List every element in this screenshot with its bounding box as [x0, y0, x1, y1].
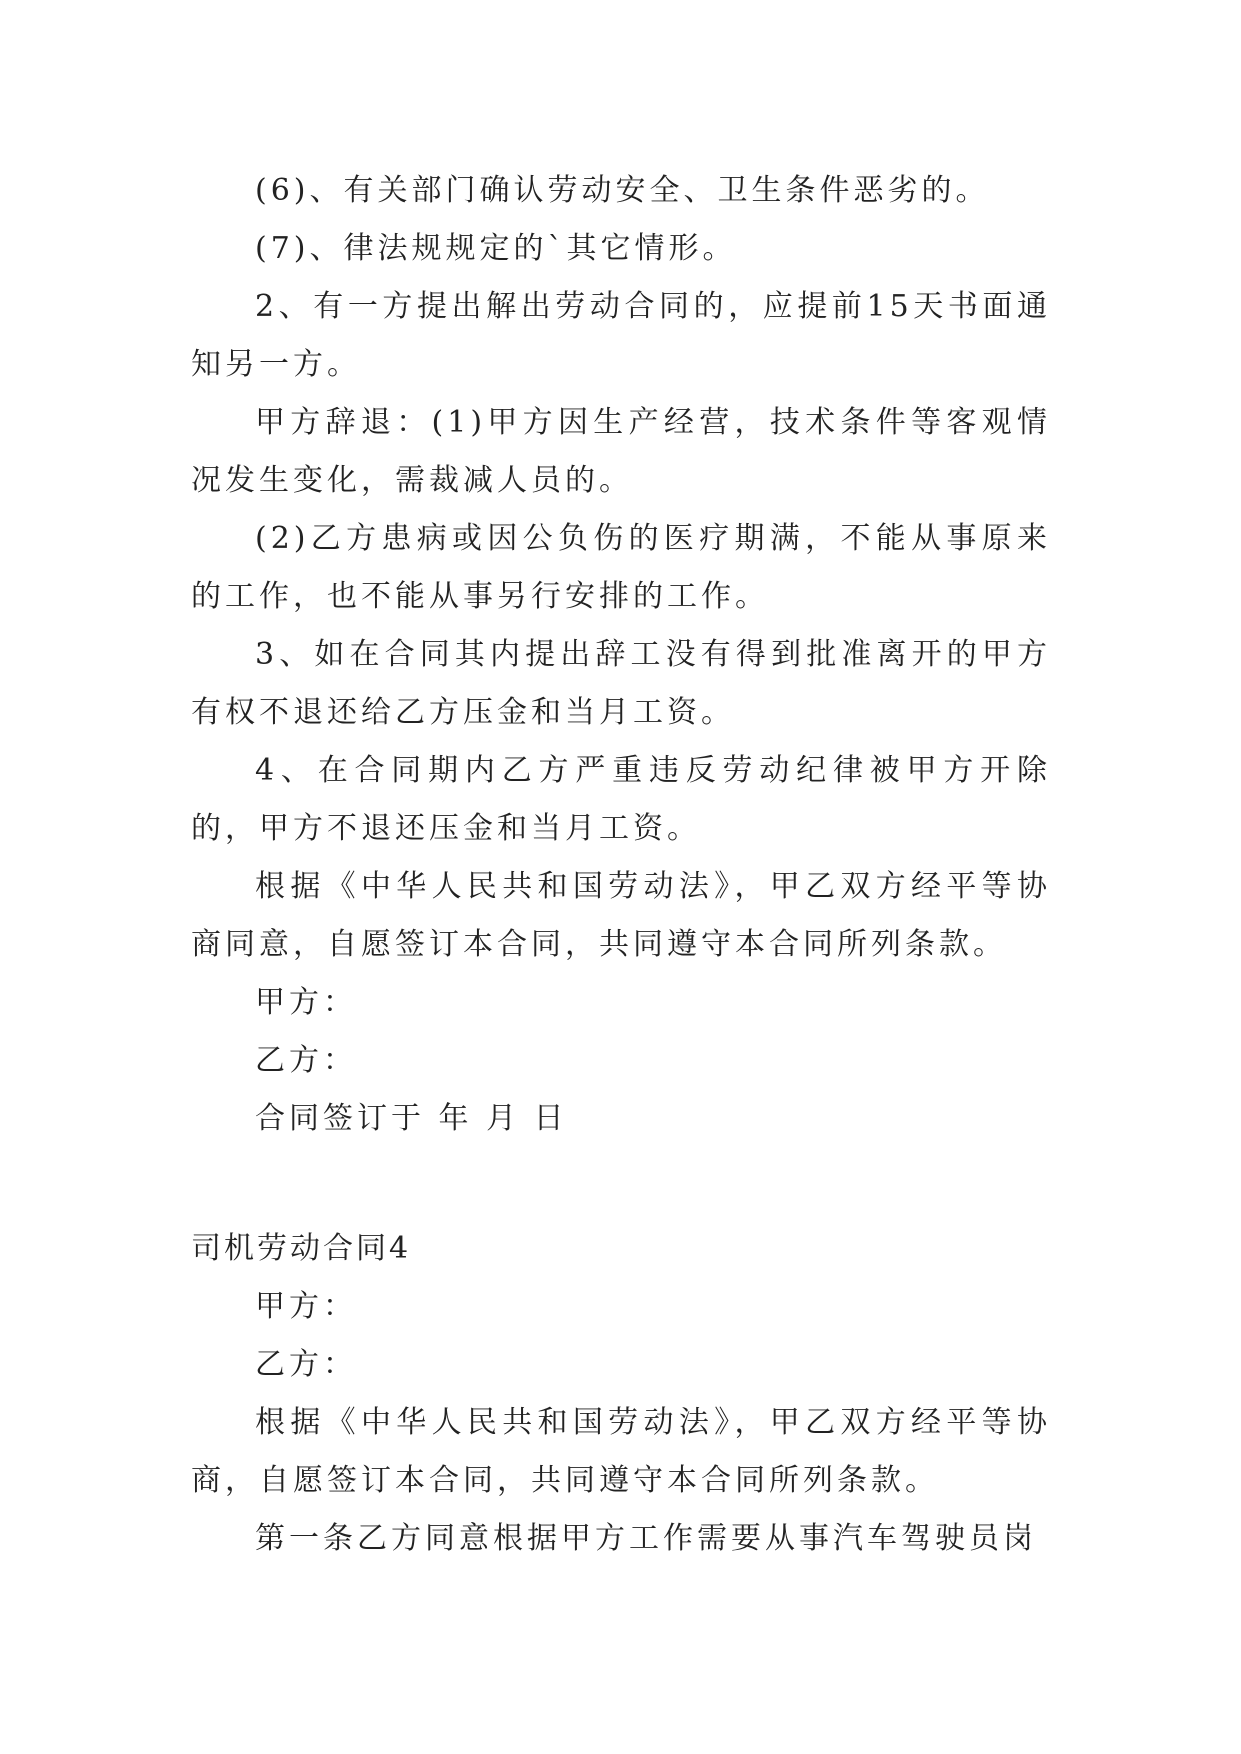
party-b-label-2: 乙方： — [255, 1347, 357, 1382]
document-body — [191, 162, 1051, 1568]
paragraph-labor-law-2: 根据《中华人民共和国劳动法》，甲乙双方经平等协商，自愿签订本合同，共同遵守本合同所列条款。 — [191, 1405, 1051, 1498]
paragraph-labor-law: 根据《中华人民共和国劳动法》，甲乙双方经平等协商同意，自愿签订本合同，共同遵守本合同所列条款。 — [191, 869, 1051, 962]
paragraph-notice-period: 2、有一方提出解出劳动合同的，应提前15天书面通知另一方。 — [191, 289, 1051, 382]
paragraph-clause-7: (7)、律法规规定的`其它情形。 — [255, 231, 737, 266]
paragraph-clause-6: (6)、有关部门确认劳动安全、卫生条件恶劣的。 — [255, 173, 990, 208]
paragraph-unapproved-leave: 3、如在合同其内提出辞工没有得到批准离开的甲方有权不退还给乙方压金和当月工资。 — [191, 637, 1051, 730]
paragraph-illness-injury: (2)乙方患病或因公负伤的医疗期满，不能从事原来的工作，也不能从事另行安排的工作。 — [191, 521, 1051, 614]
contract-heading: 司机劳动合同4 — [191, 1231, 412, 1266]
paragraph-article-1: 第一条乙方同意根据甲方工作需要从事汽车驾驶员岗 — [255, 1521, 1037, 1556]
paragraph-employer-dismissal: 甲方辞退：(1)甲方因生产经营，技术条件等客观情况发生变化，需裁减人员的。 — [191, 405, 1051, 498]
party-a-label: 甲方： — [255, 985, 357, 1020]
paragraph-dismissal-discipline: 4、在合同期内乙方严重违反劳动纪律被甲方开除的，甲方不退还压金和当月工资。 — [191, 753, 1051, 846]
party-b-label: 乙方： — [255, 1043, 357, 1078]
section-gap — [191, 1148, 1051, 1220]
signing-date: 合同签订于 年 月 日 — [255, 1101, 568, 1136]
party-a-label-2: 甲方： — [255, 1289, 357, 1324]
